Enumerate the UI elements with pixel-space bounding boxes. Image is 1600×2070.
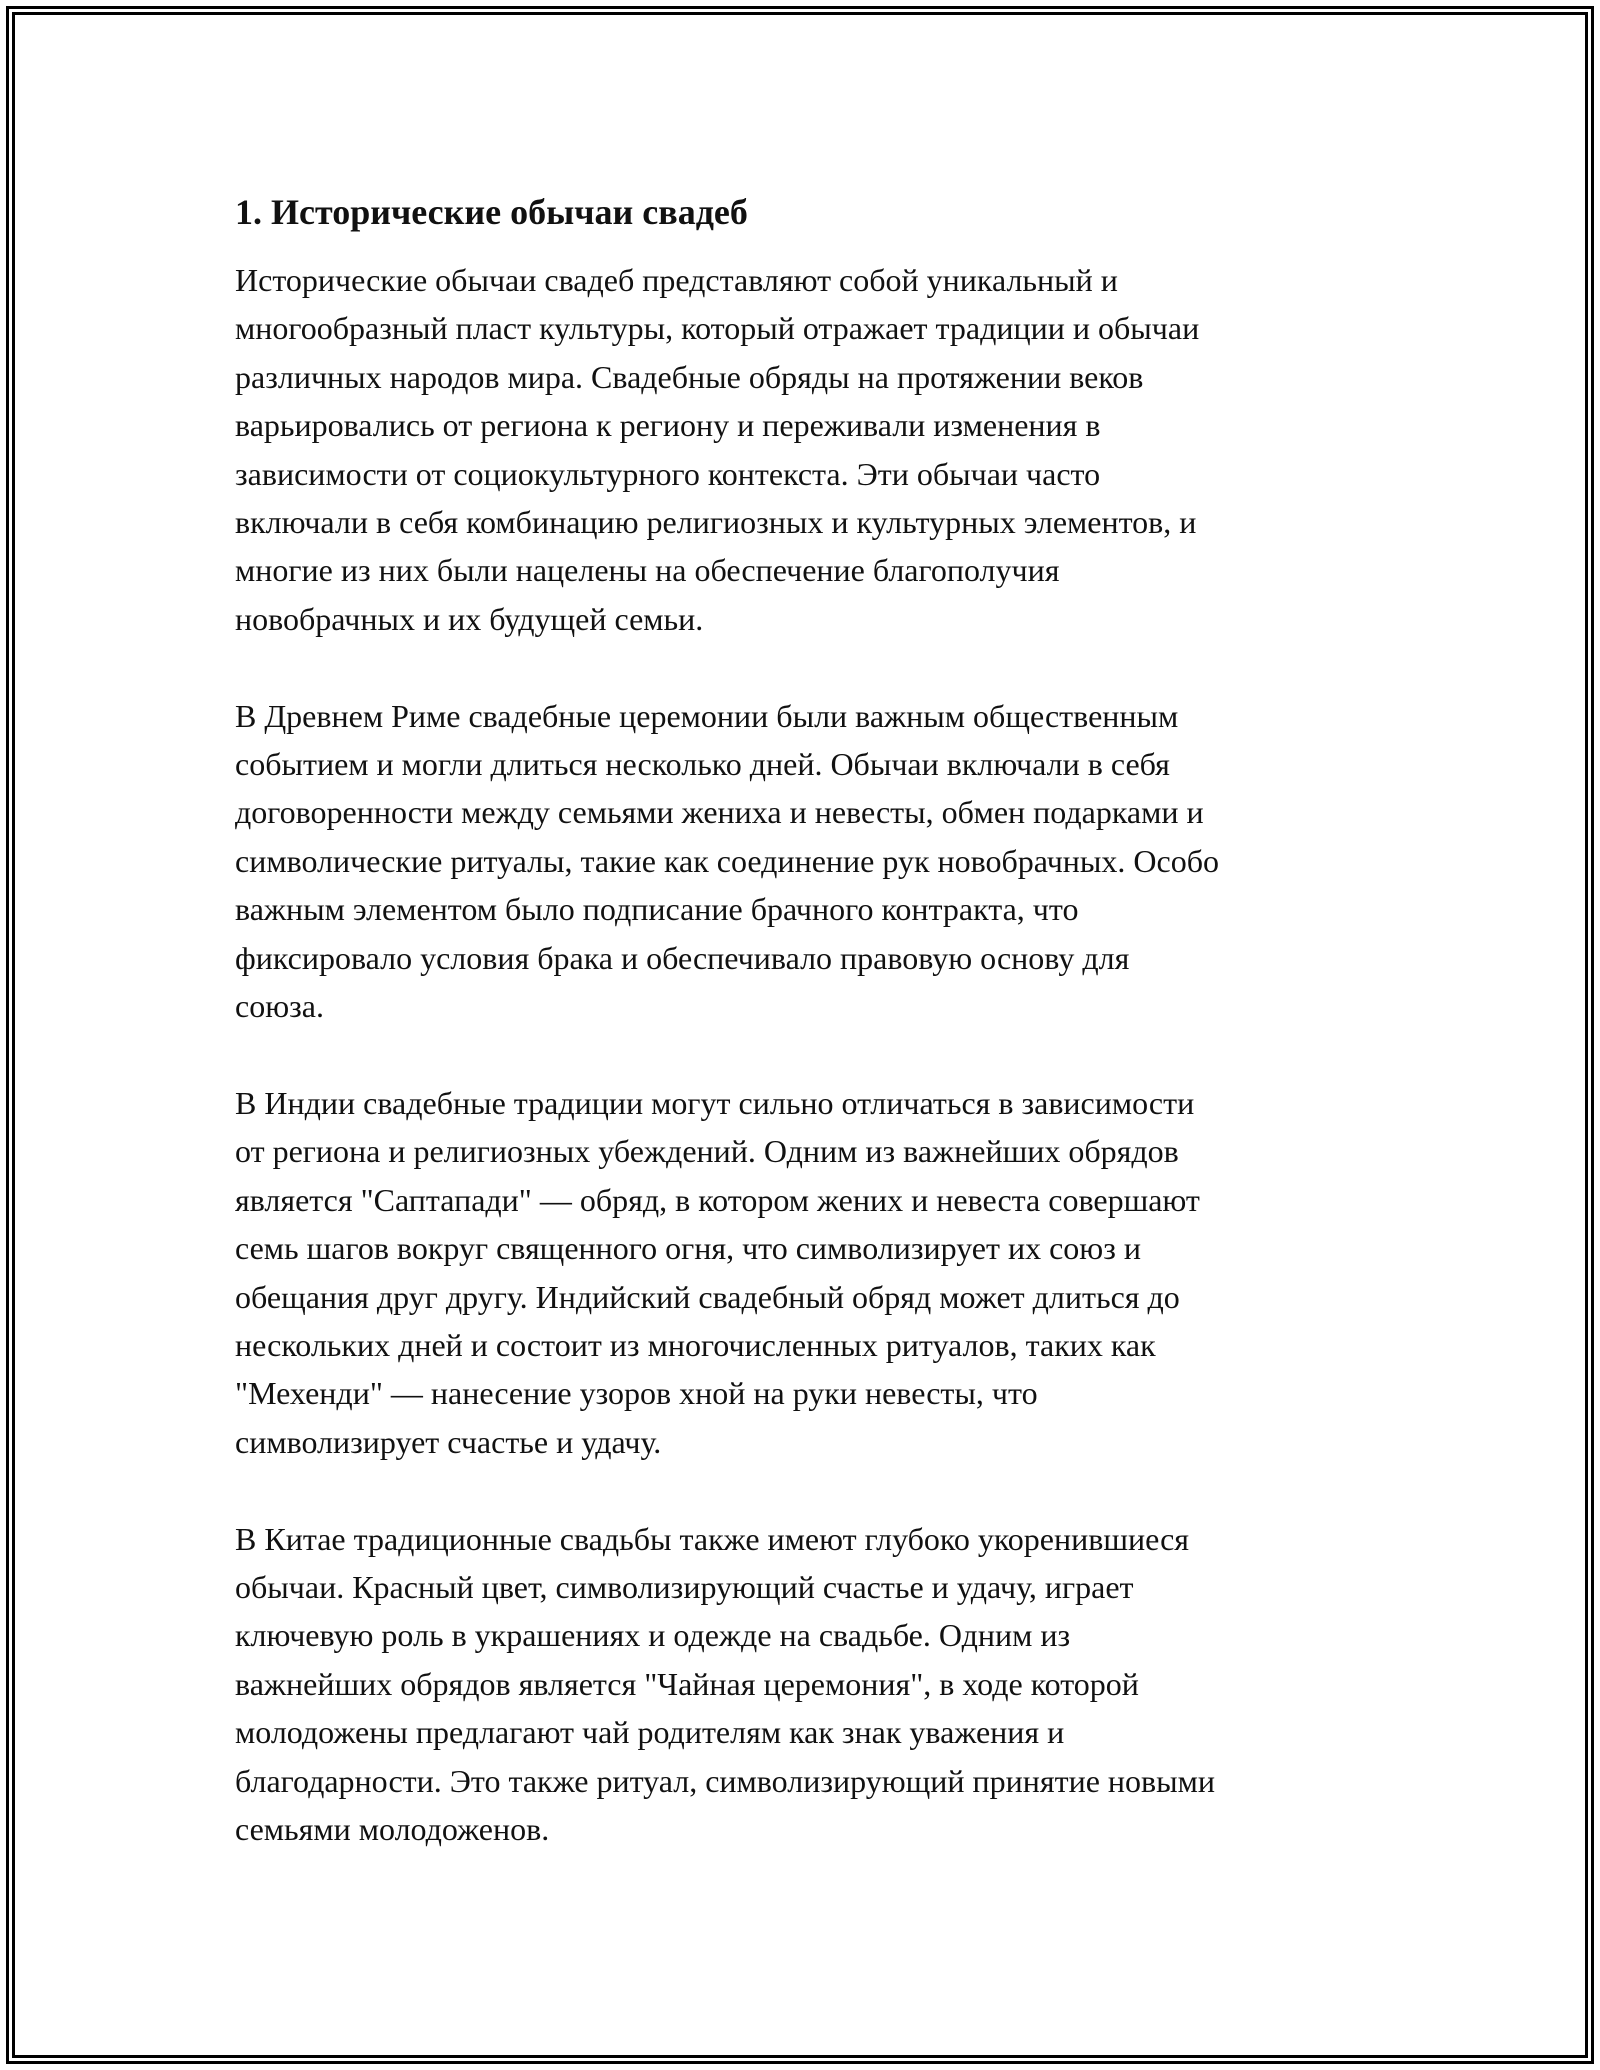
text-line: событием и могли длиться несколько дней. Обычаи включали в себя [235,746,1170,783]
paragraph-historical-customs [235,256,1375,643]
text-line: многообразный пласт культуры, который отражает традиции и обычаи [235,310,1200,347]
text-line: является "Саптапади" — обряд, в котором жених и невеста совершают [235,1181,1200,1218]
text-line: В Китае традиционные свадьбы также имеют глубоко укоренившиеся [235,1520,1190,1557]
text-line: многие из них были нацелены на обеспечение благополучия [235,552,1060,589]
text-line: "Мехенди" — нанесение узоров хной на руки невесты, что [235,1375,1038,1412]
text-line: от региона и религиозных убеждений. Одним из важнейших обрядов [235,1133,1179,1170]
text-line: важнейших обрядов является "Чайная церемония", в ходе которой [235,1665,1139,1702]
text-line: зависимости от социокультурного контекста. Эти обычаи часто [235,455,1101,492]
text-line: новобрачных и их будущей семьи. [235,600,704,637]
text-line: В Древнем Риме свадебные церемонии были важным общественным [235,697,1179,734]
text-line: молодожены предлагают чай родителям как знак уважения и [235,1714,1065,1751]
text-line: символические ритуалы, такие как соединение рук новобрачных. Особо [235,842,1220,879]
text-line: союза. [235,988,324,1025]
text-line: обычаи. Красный цвет, символизирующий счастье и удачу, играет [235,1568,1134,1605]
section-heading: 1. Исторические обычаи свадеб [235,192,748,232]
text-line: ключевую роль в украшениях и одежде на свадьбе. Одним из [235,1617,1071,1654]
text-line: фиксировало условия брака и обеспечивало правовую основу для [235,939,1130,976]
text-line: договоренности между семьями жениха и невесты, обмен подарками и [235,794,1204,831]
paragraph-india [235,1079,1375,1466]
text-line: семь шагов вокруг священного огня, что символизирует их союз и [235,1230,1141,1267]
text-line: нескольких дней и состоит из многочисленных ритуалов, таких как [235,1326,1156,1363]
text-line: благодарности. Это также ритуал, символизирующий принятие новыми [235,1762,1215,1799]
text-line: различных народов мира. Свадебные обряды на протяжении веков [235,358,1144,395]
text-line: включали в себя комбинацию религиозных и культурных элементов, и [235,504,1197,541]
paragraph-ancient-rome [235,692,1375,1031]
text-line: В Индии свадебные традиции могут сильно отличаться в зависимости [235,1084,1195,1121]
text-line: символизирует счастье и удачу. [235,1423,662,1460]
text-line: Исторические обычаи свадеб представляют собой уникальный и [235,262,1118,298]
paragraph-china [235,1515,1375,1854]
text-line: обещания друг другу. Индийский свадебный обряд может длиться до [235,1278,1180,1315]
text-line: семьями молодоженов. [235,1810,550,1847]
document-page [235,188,1375,1902]
text-line: варьировались от региона к региону и переживали изменения в [235,407,1101,444]
text-line: важным элементом было подписание брачного контракта, что [235,891,1079,928]
